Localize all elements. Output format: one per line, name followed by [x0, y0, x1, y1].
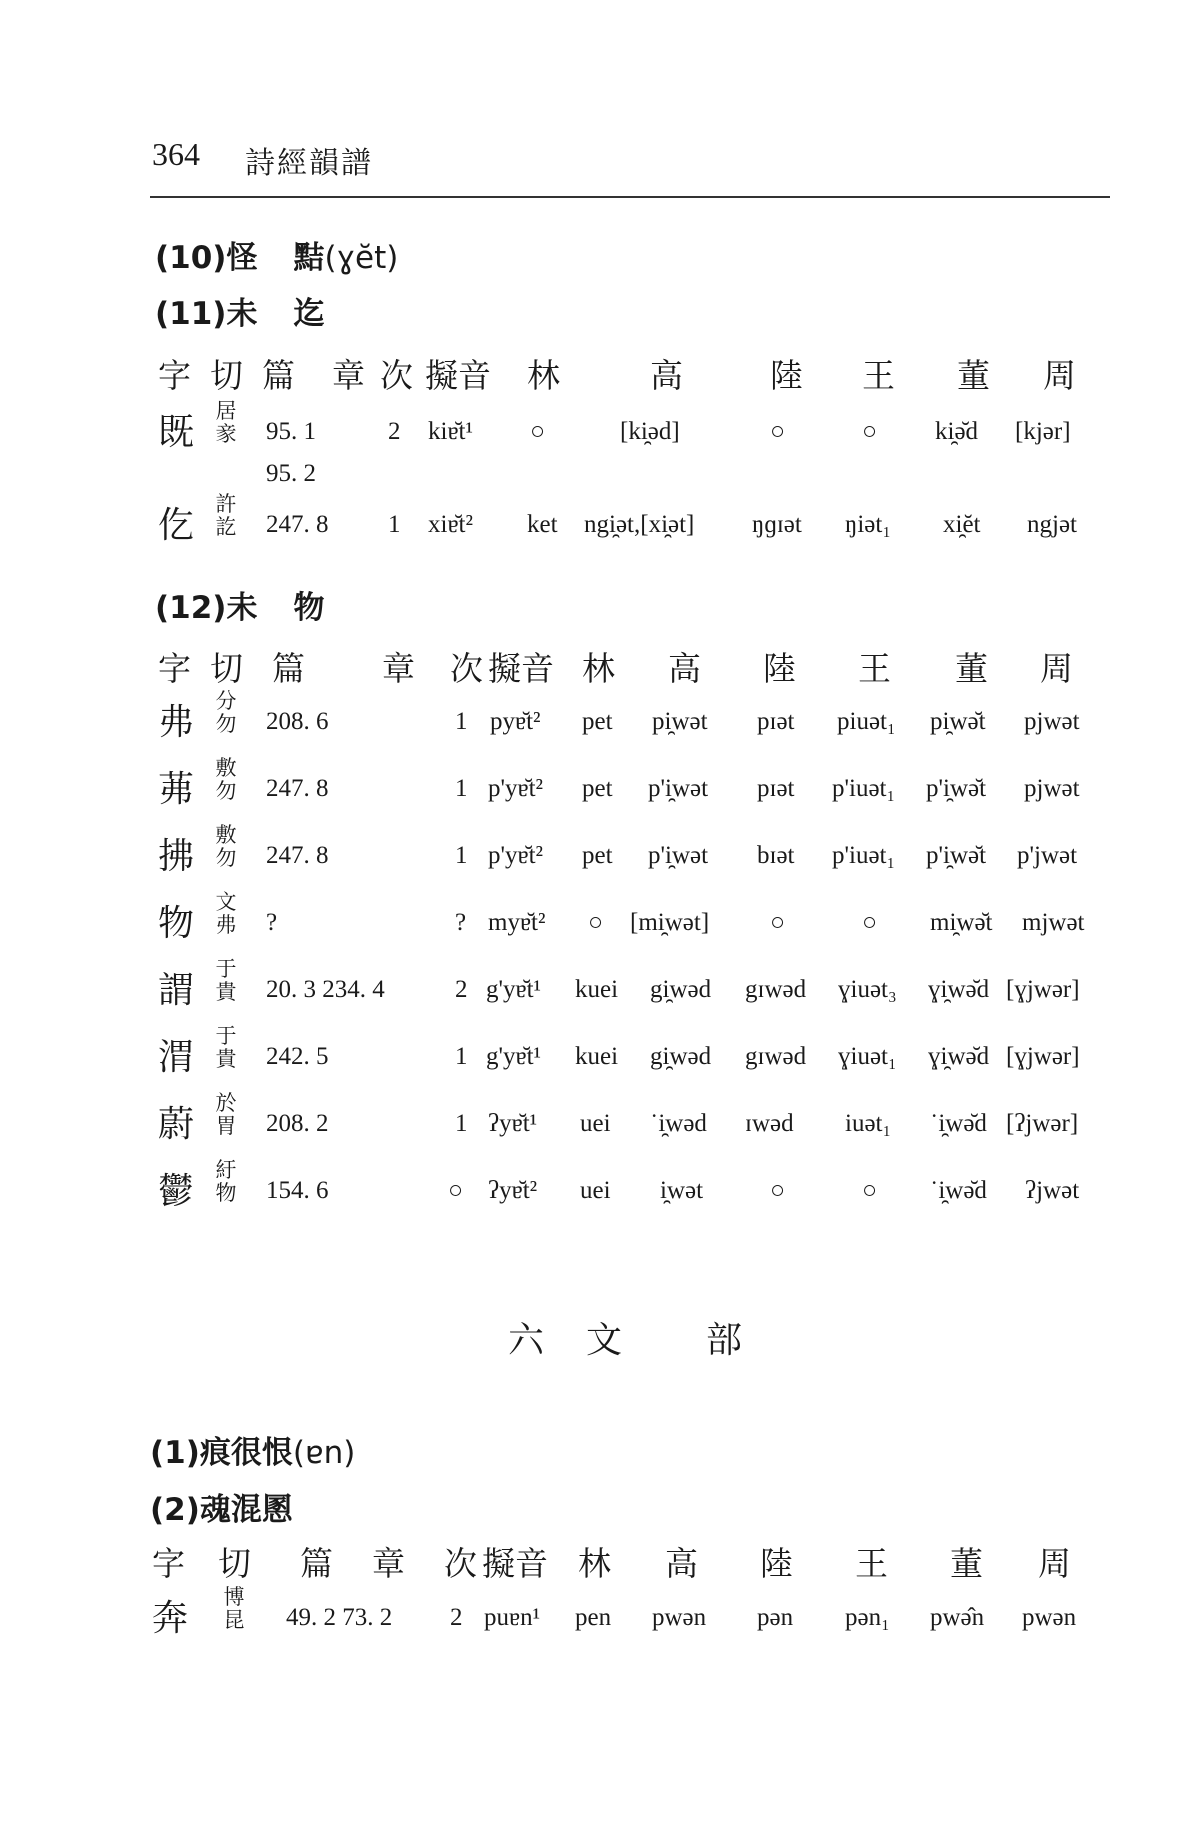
- rhyme-b: 物: [293, 590, 325, 626]
- col-header: 董: [957, 356, 990, 395]
- fanqie: 敷勿: [215, 823, 237, 870]
- division-char: 文: [586, 1320, 623, 1361]
- gao: p'i̯wət: [648, 775, 709, 802]
- section-label: (2): [150, 1492, 200, 1528]
- lu: ŋɡɪət: [752, 511, 802, 538]
- book-title: 詩經韻譜: [245, 146, 373, 181]
- wang: pən₁: [845, 1604, 890, 1631]
- section-10-heading: [155, 232, 398, 277]
- col-header: 篇: [272, 649, 305, 688]
- pian: 247. 8: [266, 511, 329, 538]
- ci: 1: [388, 511, 401, 538]
- col-header: 陸: [770, 356, 803, 395]
- lin: ○: [588, 909, 604, 936]
- table-row: [0, 756, 1200, 829]
- col-header: 董: [955, 649, 988, 688]
- table-row: [0, 1024, 1200, 1097]
- gao: ˙i̯wəd: [650, 1110, 707, 1137]
- lin: pet: [582, 708, 613, 735]
- lu: bɪət: [757, 842, 795, 869]
- fanqie: 于貴: [215, 957, 237, 1004]
- lin: pet: [582, 842, 613, 869]
- zhou: [ʔjwər]: [1006, 1110, 1079, 1137]
- lin: kuei: [575, 976, 619, 1003]
- section-label: (1): [150, 1435, 200, 1471]
- ci: 2: [450, 1604, 463, 1631]
- col-header: 王: [858, 649, 891, 688]
- pian: 208. 6: [266, 708, 329, 735]
- col-header: 周: [1040, 649, 1073, 688]
- fanqie: 文弗: [215, 890, 237, 937]
- lu: ○: [770, 1177, 786, 1204]
- ci: 1: [455, 775, 468, 802]
- col-header: 周: [1038, 1544, 1071, 1583]
- col-header: 次: [444, 1544, 477, 1583]
- table-row: [0, 689, 1200, 762]
- table-row: [0, 492, 1200, 565]
- zhou: pjwət: [1024, 708, 1080, 735]
- col-header: 擬音: [488, 649, 554, 688]
- zhou: mjwət: [1022, 909, 1085, 936]
- dong: p'i̯wə̆t: [926, 842, 987, 869]
- gao: [mi̯wət]: [630, 909, 710, 936]
- zhou: [kjər]: [1015, 418, 1071, 445]
- char: 弗: [158, 702, 195, 743]
- ci: 1: [455, 1110, 468, 1137]
- wang: ŋiət₁: [845, 511, 892, 538]
- header-rule: [150, 196, 1110, 198]
- pian: 208. 2: [266, 1110, 329, 1137]
- gao: gi̯wəd: [650, 976, 712, 1003]
- gao: [ki̯əd]: [620, 418, 680, 445]
- lin: uei: [580, 1110, 611, 1137]
- pian: 20. 3 234. 4: [266, 976, 385, 1003]
- dong: ˙i̯wə̆d: [930, 1177, 987, 1204]
- reconstruction: puɐn¹: [484, 1604, 541, 1631]
- dong: ki̯ə̆d: [935, 418, 979, 445]
- section-label: (11): [155, 296, 227, 332]
- lu: ○: [770, 418, 786, 445]
- section-2-heading: [150, 1484, 293, 1529]
- fanqie: 於胃: [215, 1091, 237, 1138]
- table-header: [0, 1543, 1200, 1603]
- wang: ○: [862, 418, 878, 445]
- dong: ˙i̯wə̆d: [930, 1110, 987, 1137]
- rhyme-a: 未: [226, 296, 258, 332]
- zhou: p'jwət: [1017, 842, 1078, 869]
- wang: ○: [862, 909, 878, 936]
- table-row: [0, 957, 1200, 1030]
- wang: iuət₁: [845, 1110, 892, 1137]
- char: 蔚: [158, 1104, 195, 1145]
- col-header: 切: [210, 356, 243, 395]
- division-char: 六: [508, 1320, 545, 1361]
- col-header: 林: [578, 1544, 611, 1583]
- fanqie: 分勿: [215, 689, 237, 736]
- rhyme-ipa: (ɐn): [292, 1435, 356, 1471]
- ci: ○: [448, 1177, 464, 1204]
- col-header: 王: [855, 1544, 888, 1583]
- wang: piuət₁: [837, 708, 896, 735]
- reconstruction: ʔyɐ̆t¹: [488, 1110, 538, 1137]
- col-header: 董: [950, 1544, 983, 1583]
- char: 渭: [158, 1037, 195, 1078]
- char: 鬱: [158, 1171, 195, 1212]
- table-row: [0, 823, 1200, 896]
- ci: 1: [455, 842, 468, 869]
- zhou: [ɣjwər]: [1006, 976, 1080, 1003]
- section-12-heading: [155, 582, 324, 627]
- dong: p'i̯wə̆t: [926, 775, 987, 802]
- col-header: 字: [158, 649, 191, 688]
- col-header: 篇: [262, 356, 295, 395]
- rhyme-a: 未: [226, 590, 258, 626]
- col-header: 擬音: [425, 356, 491, 395]
- pian: 247. 8: [266, 842, 329, 869]
- col-header: 林: [527, 356, 560, 395]
- dong: xi̯ĕt: [943, 511, 981, 538]
- table-row: [0, 1091, 1200, 1164]
- reconstruction: pyɐ̆t²: [490, 708, 541, 735]
- gao: ngi̯ət,[xi̯ət]: [584, 511, 695, 538]
- lu: gɪwəd: [745, 1043, 807, 1070]
- zhou: pwən: [1022, 1604, 1077, 1631]
- zhou: ngjət: [1027, 511, 1077, 538]
- col-header: 次: [450, 649, 483, 688]
- col-header: 篇: [300, 1544, 333, 1583]
- division-title: [0, 1312, 1200, 1362]
- rhyme-group: 魂混慁: [199, 1492, 293, 1528]
- col-header: 陸: [763, 649, 796, 688]
- rhyme-ipa: (ɣĕt): [324, 240, 399, 276]
- lu: ○: [770, 909, 786, 936]
- fanqie: 居豙: [215, 399, 237, 446]
- wang: ɣiuət₁: [838, 1043, 897, 1070]
- dong: ɣi̯wə̆d: [928, 976, 990, 1003]
- col-header: 周: [1043, 356, 1076, 395]
- wang: p'iuət₁: [832, 842, 896, 869]
- fanqie: 于貴: [215, 1024, 237, 1071]
- lin: ket: [527, 511, 558, 538]
- lu: pɪət: [757, 775, 795, 802]
- col-header: 章: [332, 356, 365, 395]
- lin: pen: [575, 1604, 612, 1631]
- fanqie: 敷勿: [215, 756, 237, 803]
- gao: p'i̯wət: [648, 842, 709, 869]
- rhyme-b: 迄: [293, 296, 325, 332]
- col-header: 高: [665, 1544, 698, 1583]
- table-header: [0, 355, 1200, 415]
- reconstruction: xiɐ̆t²: [428, 511, 473, 538]
- lu: pɪət: [757, 708, 795, 735]
- gao: pi̯wət: [652, 708, 708, 735]
- col-header: 高: [668, 649, 701, 688]
- dong: pwə̂n: [930, 1604, 985, 1631]
- pian: 95. 2: [266, 460, 316, 487]
- col-header: 次: [380, 356, 413, 395]
- char: 茀: [158, 769, 195, 810]
- char: 拂: [158, 836, 195, 877]
- wang: ɣiuət₃: [838, 976, 897, 1003]
- lin: ○: [530, 418, 546, 445]
- reconstruction: g'yɐ̆t¹: [486, 976, 542, 1003]
- lin: kuei: [575, 1043, 619, 1070]
- table-row: [0, 1158, 1200, 1231]
- ci: 2: [455, 976, 468, 1003]
- page-number: 364: [152, 136, 200, 172]
- lu: ɪwəd: [745, 1110, 794, 1137]
- char: 既: [158, 412, 195, 453]
- char: 仡: [158, 505, 195, 546]
- rhyme-group: 痕很恨: [199, 1435, 293, 1471]
- col-header: 字: [158, 356, 191, 395]
- table-row: [0, 1585, 1200, 1658]
- table-row: [0, 890, 1200, 963]
- fanqie: 博昆: [223, 1585, 245, 1632]
- zhou: [ɣjwər]: [1006, 1043, 1080, 1070]
- fanqie: 紆物: [215, 1158, 237, 1205]
- char: 奔: [152, 1598, 189, 1639]
- pian: 154. 6: [266, 1177, 329, 1204]
- section-1-heading: [150, 1427, 355, 1472]
- wang: ○: [862, 1177, 878, 1204]
- pian: 49. 2 73. 2: [286, 1604, 393, 1631]
- ci: 1: [455, 708, 468, 735]
- pian: ?: [266, 909, 278, 936]
- pian: 247. 8: [266, 775, 329, 802]
- zhou: ʔjwət: [1025, 1177, 1080, 1204]
- pian: 95. 1: [266, 418, 316, 445]
- reconstruction: kiɐ̆t¹: [428, 418, 473, 445]
- rhyme-b: 黠: [293, 240, 325, 276]
- gao: pwən: [652, 1604, 707, 1631]
- zhou: pjwət: [1024, 775, 1080, 802]
- reconstruction: ʔyɐ̆t²: [488, 1177, 538, 1204]
- col-header: 高: [650, 356, 683, 395]
- reconstruction: g'yɐ̆t¹: [486, 1043, 542, 1070]
- col-header: 切: [210, 649, 243, 688]
- col-header: 林: [582, 649, 615, 688]
- col-header: 字: [152, 1544, 185, 1583]
- dong: pi̯wə̆t: [930, 708, 986, 735]
- char: 物: [158, 903, 195, 944]
- lu: pən: [757, 1604, 794, 1631]
- section-11-heading: [155, 288, 324, 333]
- gao: i̯wət: [660, 1177, 704, 1204]
- ci: 2: [388, 418, 401, 445]
- col-header: 章: [382, 649, 415, 688]
- col-header: 王: [862, 356, 895, 395]
- division-char: 部: [706, 1320, 743, 1361]
- lin: pet: [582, 775, 613, 802]
- col-header: 切: [218, 1544, 251, 1583]
- table-header: [0, 648, 1200, 708]
- col-header: 章: [372, 1544, 405, 1583]
- lu: gɪwəd: [745, 976, 807, 1003]
- reconstruction: myɐ̆t²: [488, 909, 546, 936]
- reconstruction: p'yɐ̆t²: [488, 842, 544, 869]
- col-header: 擬音: [482, 1544, 548, 1583]
- section-label: (12): [155, 590, 227, 626]
- rhyme-a: 怪: [226, 240, 258, 276]
- char: 謂: [158, 970, 195, 1011]
- wang: p'iuət₁: [832, 775, 896, 802]
- ci: 1: [455, 1043, 468, 1070]
- ci: ?: [455, 909, 467, 936]
- col-header: 陸: [760, 1544, 793, 1583]
- dong: mi̯wə̆t: [930, 909, 993, 936]
- dong: ɣi̯wə̆d: [928, 1043, 990, 1070]
- gao: gi̯wəd: [650, 1043, 712, 1070]
- reconstruction: p'yɐ̆t²: [488, 775, 544, 802]
- section-label: (10): [155, 240, 227, 276]
- fanqie: 許訖: [215, 492, 237, 539]
- lin: uei: [580, 1177, 611, 1204]
- pian: 242. 5: [266, 1043, 329, 1070]
